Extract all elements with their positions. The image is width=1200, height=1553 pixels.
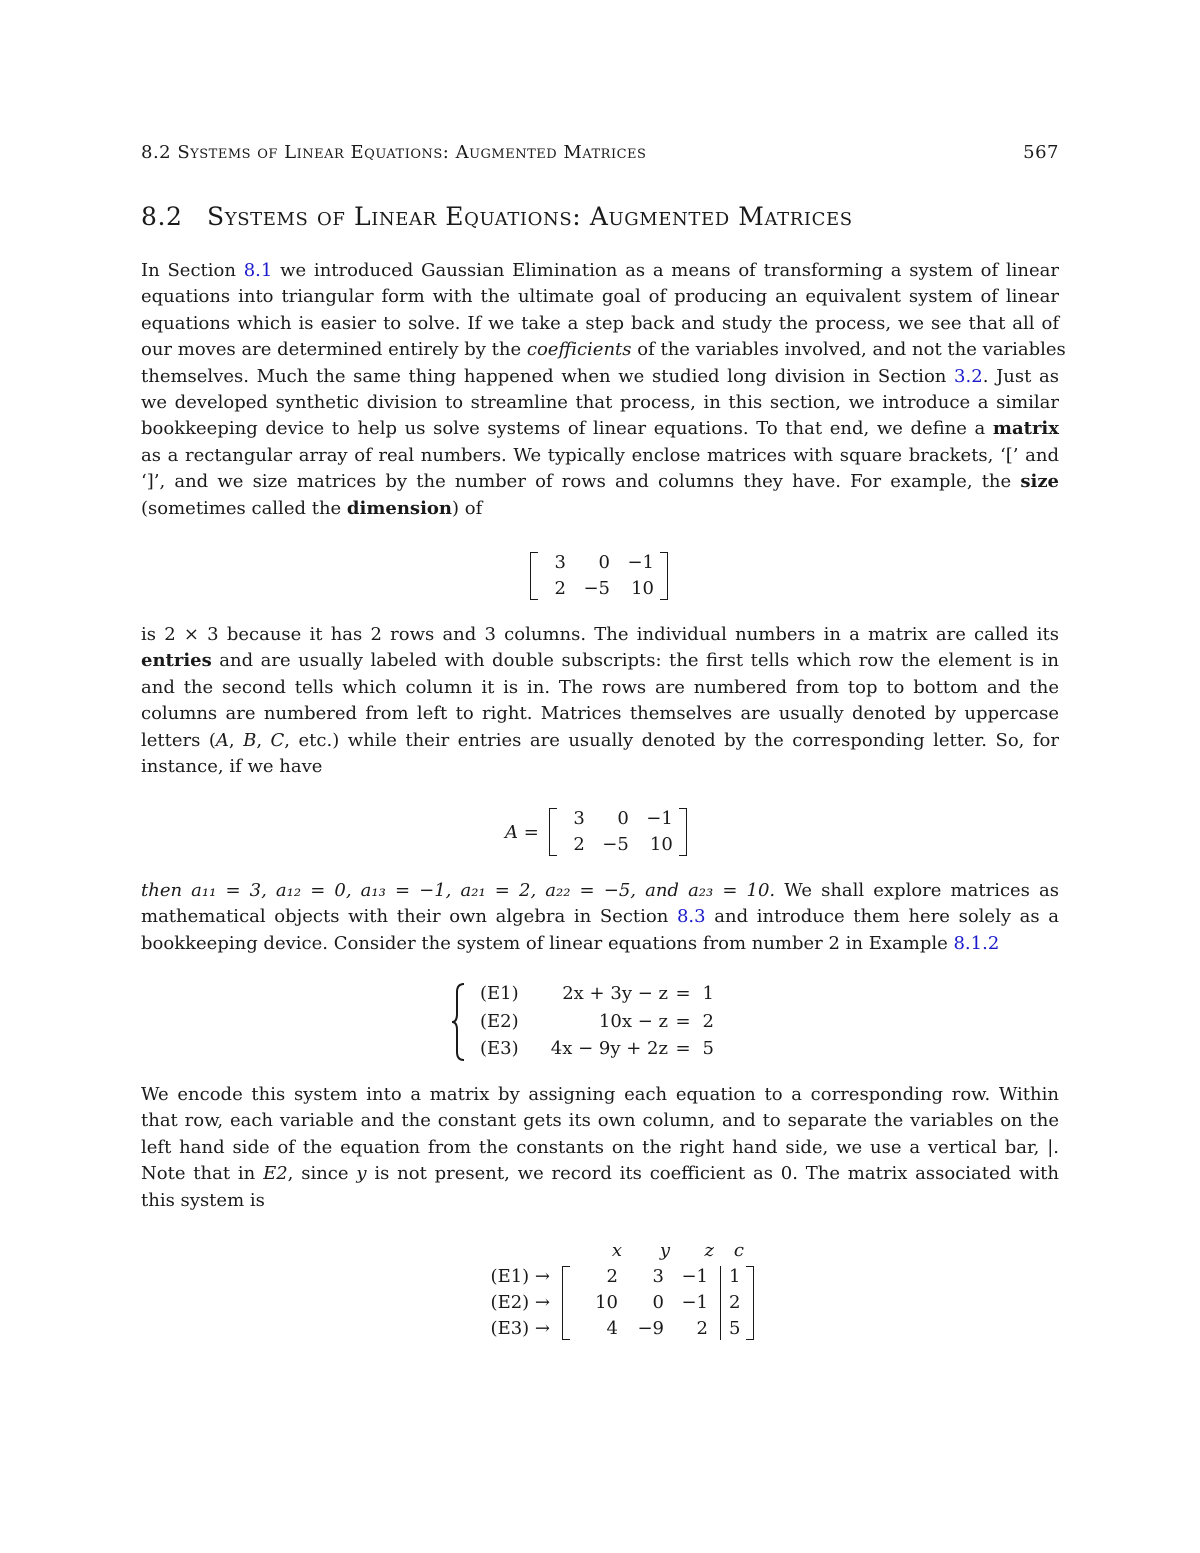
augment-bar [720, 1266, 721, 1340]
equation-lhs: 4x − 9y + 2z [550, 1038, 668, 1060]
section-link[interactable]: 3.2 [954, 365, 983, 387]
constant-entry: 5 [729, 1318, 741, 1339]
right-bracket [746, 1266, 754, 1340]
page-number: 567 [1023, 142, 1059, 163]
text-line: as a rectangular array of real numbers. We typically enclose matrices with square brackets, ‘[’ and [141, 444, 1059, 466]
text-line: equations which is easier to solve. If we take a step back and study the process, we see that all of [141, 312, 1059, 334]
text-line: (sometimes called the dimension) of [141, 497, 483, 519]
matrix-label: A = [505, 821, 539, 843]
running-title: 8.2 Systems of Linear Equations: Augmented Matrices [141, 142, 647, 163]
matrix-entry: −1 [646, 808, 673, 829]
example-matrix [530, 552, 668, 600]
column-header: x [611, 1240, 622, 1261]
equation-system [450, 982, 714, 1062]
matrix-A [505, 808, 687, 856]
matrix-entry: −1 [627, 552, 654, 573]
paragraph-encoding [141, 1082, 1059, 1214]
equation-label: (E3) [480, 1038, 519, 1060]
text-line: that row, each variable and the constant gets its own column, and to separate the variables on the [141, 1110, 1059, 1132]
matrix-entry: 2 [696, 1318, 708, 1339]
equation-rhs: 1 [702, 983, 714, 1004]
equation-label: (E2) [480, 1010, 519, 1032]
text-line: equations into triangular form with the ultimate goal of producing an equivalent system of linear [141, 286, 1059, 308]
matrix-entry: 10 [595, 1292, 618, 1313]
matrix-entry: 3 [573, 808, 585, 829]
text-line: ‘]’, and we size matrices by the number of rows and columns they have. For example, the size [141, 471, 1059, 493]
text-line: In Section 8.1 we introduced Gaussian Elimination as a means of transforming a system of linear [141, 260, 1059, 281]
column-header: z [704, 1240, 714, 1261]
matrix-entry: 10 [631, 578, 654, 599]
page [141, 0, 1066, 1553]
matrix-entry: 2 [606, 1266, 618, 1287]
paragraph-entries [141, 622, 1059, 780]
left-bracket [562, 1266, 570, 1340]
section-title-text: Systems of Linear Equations: Augmented Matrices [207, 202, 853, 231]
left-bracket [530, 552, 538, 600]
text-line: and the second tells which column it is in. The rows are numbered from top to bottom and the [141, 676, 1059, 698]
matrix-entry: −1 [681, 1292, 708, 1313]
left-bracket [549, 808, 557, 856]
text-line: letters (A, B, C, etc.) while their entries are usually denoted by the corresponding letter. So, for [141, 729, 1059, 751]
equation-rhs: 2 [702, 1010, 714, 1032]
matrix-entry: 2 [573, 834, 585, 855]
text-line: entries and are usually labeled with double subscripts: the first tells which row the element is in [141, 650, 1059, 672]
equation-equals: = [675, 1010, 691, 1032]
text-line: our moves are determined entirely by the coefficients of the variables involved, and not the variables [141, 339, 1066, 361]
coefficient-block [570, 1266, 714, 1340]
equation-lhs: 2x + 3y − z [562, 983, 668, 1004]
matrix-entry: 3 [554, 552, 566, 573]
equation-label: (E1) [480, 983, 519, 1004]
text-line: instance, if we have [141, 755, 323, 777]
constant-column [723, 1266, 746, 1340]
matrix-entry: 10 [649, 834, 673, 855]
matrix-entry: 4 [606, 1318, 618, 1339]
text-line: this system is [141, 1189, 265, 1211]
text-line: themselves. Much the same thing happened when we studied long division in Section 3.2. Just as [141, 365, 1059, 387]
matrix-entry: 0 [598, 552, 610, 573]
row-label: (E2) → [490, 1292, 550, 1313]
text-line: we developed synthetic division to streamline that process, in this section, we introduce a similar [141, 391, 1059, 413]
text-line: bookkeeping device to help us solve systems of linear equations. To that end, we define a matrix [141, 418, 1059, 440]
right-bracket [660, 552, 668, 600]
equation-rhs: 5 [702, 1038, 714, 1060]
equation-lhs: 10x − z [598, 1010, 668, 1032]
text-line: then a₁₁ = 3, a₁₂ = 0, a₁₃ = −1, a₂₁ = 2, a₂₂ = −5, and a₂₃ = 10. We shall explore matrices as [141, 880, 1059, 901]
section-title [141, 202, 1059, 231]
paragraph-subscripts [141, 878, 1059, 957]
text-line: columns are numbered from left to right. Matrices themselves are usually denoted by uppercase [141, 703, 1059, 725]
entry-list: then a₁₁ = 3, a₁₂ = 0, a₁₃ = −1, a₂₁ = 2, a₂₂ = −5, and a₂₃ = 10. [141, 880, 776, 901]
matrix-entry: −1 [681, 1266, 708, 1287]
section-link[interactable]: 8.3 [676, 906, 706, 928]
example-link[interactable]: 8.1.2 [953, 932, 1000, 954]
paragraph-intro [141, 258, 1066, 522]
column-headers [562, 1240, 754, 1262]
section-number: 8.2 [141, 202, 183, 231]
constant-entry: 1 [729, 1266, 741, 1287]
running-head [141, 142, 1059, 163]
row-labels [464, 1266, 550, 1340]
matrix-entry: 0 [617, 808, 629, 829]
row-label: (E1) → [490, 1266, 550, 1287]
text-line: mathematical objects with their own algebra in Section 8.3 and introduce them here solely as a [141, 906, 1059, 928]
text-line: We encode this system into a matrix by assigning each equation to a corresponding row. Within [141, 1084, 1059, 1105]
text-line: is 2 × 3 because it has 2 rows and 3 columns. The individual numbers in a matrix are called its [141, 624, 1059, 645]
text-line: Note that in E2, since y is not present, we record its coefficient as 0. The matrix associated with [141, 1163, 1059, 1185]
matrix-entry: 0 [652, 1292, 664, 1313]
row-label: (E3) → [490, 1318, 550, 1339]
text-line: bookkeeping device. Consider the system of linear equations from number 2 in Example 8.1.2 [141, 932, 1000, 954]
matrix-entry: 3 [652, 1266, 664, 1287]
column-header: c [733, 1240, 744, 1261]
right-bracket [679, 808, 687, 856]
text-line: left hand side of the equation from the constants on the right hand side, we use a vertical bar, |. [141, 1136, 1059, 1158]
matrix-entry: −9 [637, 1318, 664, 1339]
equation-equals: = [675, 983, 691, 1004]
equation-equals: = [675, 1038, 691, 1060]
section-link[interactable]: 8.1 [243, 260, 273, 281]
constant-entry: 2 [729, 1292, 741, 1313]
left-brace [450, 982, 466, 1062]
matrix-entry: −5 [583, 578, 610, 599]
matrix-entry: −5 [602, 834, 629, 855]
column-header: y [659, 1240, 670, 1261]
matrix-entry: 2 [554, 578, 566, 599]
augmented-matrix [464, 1240, 754, 1340]
